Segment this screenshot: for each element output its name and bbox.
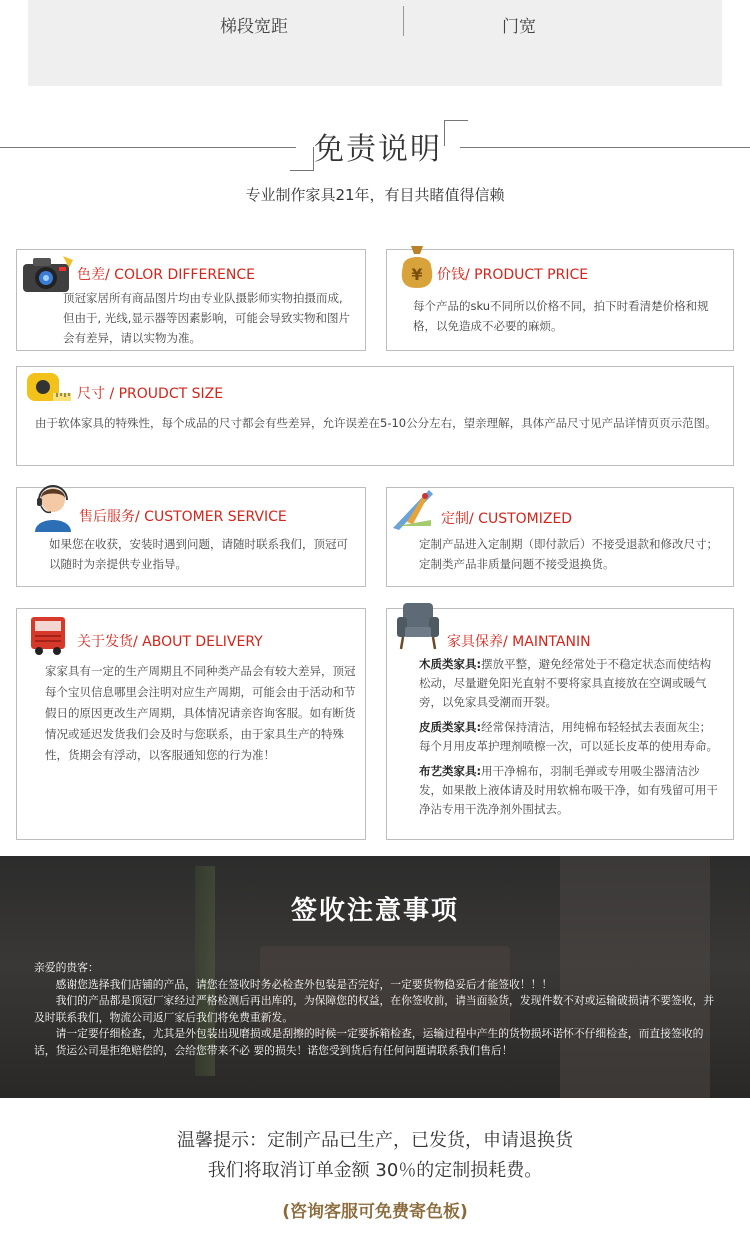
maintenance-heading: 家具保养/ MAINTANIN [447, 634, 591, 650]
stair-width-label: 梯段宽距 [220, 17, 288, 37]
customized-text: 定制产品进入定制期（即付款后）不接受退款和修改尺寸；定制类产品非质量问题不接受退换货。 [419, 537, 718, 571]
service-heading: 售后服务/ CUSTOMER SERVICE [79, 509, 287, 525]
tape-measure-icon [23, 367, 73, 407]
size-heading: 尺寸 / PROUDCT SIZE [77, 386, 224, 402]
disclaimer-subtitle: 专业制作家具21年，有目共睹值得信赖 [245, 186, 505, 204]
price-text: 每个产品的sku不同所以价格不同，拍下时看清楚价格和规格，以免造成不必要的麻烦。 [413, 299, 709, 333]
fabric-label: 布艺类家具: [419, 764, 482, 778]
wood-care-paragraph [419, 655, 721, 712]
tip-line-1: 温馨提示：定制产品已生产，已发货，申请退换货 [177, 1130, 573, 1151]
receipt-paragraph-2: 我们的产品都是顶冠厂家经过严格检测后再出库的，为保障您的权益，在你签收前，请当面验货，发现件数不对或运输破损请不要签收，并及时联系我们，物流公司返厂家后我们将免费重新发。 [34, 994, 715, 1024]
fabric-text: 用干净棉布，羽制毛弹或专用吸尘器清洁沙发，如果散上液体请及时用软棉布吸干净，如有残留可用干净沾专用干洗净剂外围拭去。 [419, 764, 718, 816]
leather-text: 经常保持清洁，用纯棉布轻轻拭去表面灰尘；每个月用皮革护理剂喷檫一次，可以延长皮革的使用寿命。 [419, 720, 718, 753]
money-bag-icon [395, 242, 439, 292]
color-text: 顶冠家居所有商品图片均由专业队摄影师实物拍摄而成,但由于, 光线,显示器等因素影响，可能会导致实物和图片会有差异，请以实物为准。 [63, 291, 350, 345]
card-customized [386, 487, 734, 587]
card-color-difference [16, 249, 366, 351]
leather-label: 皮质类家具: [419, 720, 482, 734]
wood-text: 摆放平整，避免经常处于不稳定状态而使结构松动，尽量避免阳光直射不要将家具直接放在空调或暖气旁，以免家具受潮而开裂。 [419, 657, 712, 709]
armchair-icon [393, 599, 443, 651]
tip-line-2: 我们将取消订单金额 30％的定制损耗费。 [207, 1160, 543, 1181]
customized-heading: 定制/ CUSTOMIZED [441, 511, 573, 527]
card-product-size [16, 366, 734, 466]
consult-note: (咨询客服可免费寄色板) [282, 1202, 468, 1222]
color-heading: 色差/ COLOR DIFFERENCE [77, 267, 255, 283]
leather-care-paragraph [419, 718, 721, 756]
drafting-tools-icon [389, 486, 439, 532]
wood-label: 木质类家具: [419, 657, 482, 671]
receipt-title: 签收注意事项 [290, 896, 459, 926]
card-about-delivery [16, 608, 366, 840]
card-product-price [386, 249, 734, 351]
receipt-greeting: 亲爱的贵客： [34, 961, 99, 974]
receipt-paragraph-1: 感谢您选择我们店铺的产品，请您在签收时务必检查外包装是否完好，一定要货物稳妥后才能签收！！！ [55, 977, 553, 991]
door-width-label: 门宽 [502, 17, 536, 37]
support-agent-icon [29, 482, 77, 532]
receipt-text [34, 960, 724, 1059]
card-customer-service [16, 487, 366, 587]
size-text: 由于软体家具的特殊性，每个成品的尺寸都会有些差异，允许误差在5-10公分左右，望亲理解，具体产品尺寸见产品详情页页示范图。 [35, 416, 717, 430]
delivery-truck-icon [25, 613, 71, 657]
delivery-text: 家家具有一定的生产周期且不同种类产品会有较大差异，顶冠每个宝贝信息哪里会注明对应生产周期，可能会由于活动和节假日的原因更改生产周期，具体情况请亲咨询客服。如有断货情况或延迟发货我们会及时与您联系，由于家具生产的特殊性，货期会有浮动，以客服通知您的行为准！ [45, 664, 356, 762]
maintenance-text [419, 655, 721, 819]
fabric-care-paragraph [419, 762, 721, 819]
divider [403, 6, 404, 36]
receipt-notice-section [0, 856, 750, 1098]
service-text: 如果您在收获，安装时遇到问题，请随时联系我们，顶冠可以随时为亲提供专业指导。 [49, 537, 348, 571]
price-heading: 价钱/ PRODUCT PRICE [437, 267, 589, 283]
card-maintenance [386, 608, 734, 840]
svg-text:¥: ¥ [411, 265, 423, 284]
delivery-heading: 关于发货/ ABOUT DELIVERY [77, 634, 263, 650]
receipt-paragraph-3: 请一定要仔细检查，尤其是外包装出现磨损或是刮擦的时候一定要拆箱检查，运输过程中产生的货物损坏诺怀不仔细检查，而直接签收的话，货运公司是拒绝赔偿的，会给您带来不必 要的损失！诺您受到货后有任何问题请联系我们售后！ [34, 1027, 704, 1057]
disclaimer-header [0, 118, 750, 178]
disclaimer-title: 免责说明 [314, 132, 442, 167]
dimension-band [28, 0, 722, 86]
